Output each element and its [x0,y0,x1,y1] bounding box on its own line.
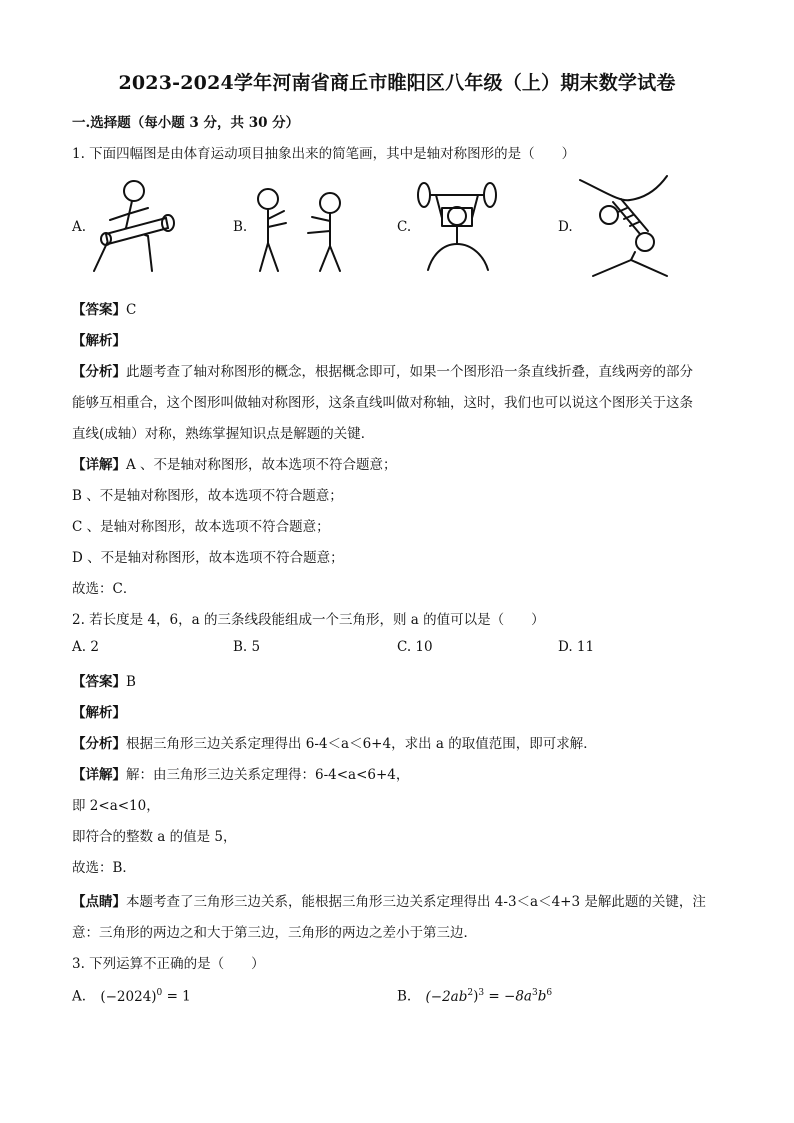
q1-detail-tag: 【详解】 [72,457,126,473]
q3-option-b-base: (−2ab [425,988,468,1005]
q1-label-a: A. [72,219,87,235]
figure-a-stick-figure [88,176,188,276]
q2-comment-tag: 【点睛】 [72,894,126,910]
q1-label-c: C. [397,219,412,235]
q1-analysis-text-1: 此题考查了轴对称图形的概念，根据概念即可，如果一个图形沿一条直线折叠，直线两旁的部分 [126,364,693,380]
q2-answer-tag: 【答案】 [72,674,126,690]
q2-detail-tag: 【详解】 [72,767,126,783]
q1-answer-value: C [126,302,137,318]
q2-detail-line-2: 即 2<a<10， [72,798,160,814]
q1-detail-text-1: A 、不是轴对称图形，故本选项不符合题意； [126,457,397,473]
q1-answer-tag: 【答案】 [72,302,126,318]
q2-stem: 2. 若长度是 4，6，a 的三条线段能组成一个三角形，则 a 的值可以是（ ） [72,612,545,628]
q1-analysis-line-1 [72,360,693,380]
q1-detail-line-3: C 、是轴对称图形，故本选项不符合题意； [72,519,330,535]
q1-detail-line-2: B 、不是轴对称图形，故本选项不符合题意； [72,488,343,504]
q3-stem: 3. 下列运算不正确的是（ ） [72,956,265,972]
page-title: 2023-2024学年河南省商丘市睢阳区八年级（上）期末数学试卷 [118,72,676,94]
q1-label-b: B. [233,219,248,235]
q2-comment-line-1 [72,890,706,910]
q2-option-d: D. 11 [558,639,595,655]
q3-option-b-rhs-exp2: 6 [546,988,553,998]
q3-option-a-exp: 0 [156,988,163,998]
q2-option-c: C. 10 [397,639,433,655]
q1-label-d: D. [558,219,573,235]
q2-answer-value: B [126,674,136,690]
q2-detail-line-4: 故选：B． [72,860,136,876]
q3-option-b-label: B. [397,988,412,1005]
q2-detail-line-3: 即符合的整数 a 的值是 5， [72,829,237,845]
q3-option-b-rhs-b: b [537,988,547,1005]
q3-option-b-rhs: = −8a [484,988,532,1005]
q3-option-a-label: A. [72,988,87,1005]
q2-answer [72,670,136,690]
q1-answer [72,298,136,318]
q1-analysis-label: 【解析】 [72,333,126,349]
q1-analysis-line-2: 能够互相重合，这个图形叫做轴对称图形，这条直线叫做对称轴，这时，我们也可以说这个图形关于这条 [72,395,693,411]
q3-option-b [397,988,552,1005]
figure-b-stick-figures [250,181,350,276]
q3-option-b-exp: 3 [478,988,485,998]
q2-comment-text-1: 本题考查了三角形三边关系，能根据三角形三边关系定理得出 4-3＜a＜4+3 是解此题的关键，注 [126,894,706,910]
figure-d-stick-figure [575,172,675,282]
q1-detail-line-4: D 、不是轴对称图形，故本选项不符合题意； [72,550,344,566]
q2-option-a: A. 2 [72,639,99,655]
q2-comment-line-2: 意：三角形的两边之和大于第三边，三角形的两边之差小于第三边． [72,925,477,941]
q3-option-b-close: ) [473,988,479,1005]
q2-option-b: B. 5 [233,639,261,655]
q1-detail-line-1 [72,453,397,473]
q2-analysis-line [72,732,597,752]
q1-stem: 1. 下面四幅图是由体育运动项目抽象出来的简笔画，其中是轴对称图形的是（ ） [72,146,576,162]
section-heading: 一.选择题（每小题 3 分，共 30 分） [72,115,300,131]
q2-detail-line-1 [72,763,409,783]
q2-detail-text-1: 解：由三角形三边关系定理得：6-4<a<6+4， [126,767,410,783]
q3-option-a-base: (−2024) [100,988,157,1005]
q3-option-a [72,988,191,1005]
q3-option-b-inner-exp: 2 [467,988,474,998]
figure-c-weightlifter [412,178,502,273]
q3-option-a-rhs: = 1 [162,988,191,1005]
q1-analysis-line-3: 直线(成轴）对称，熟练掌握知识点是解题的关键． [72,426,375,442]
q1-analysis-tag: 【分析】 [72,364,126,380]
q2-analysis-text: 根据三角形三边关系定理得出 6-4＜a＜6+4，求出 a 的取值范围，即可求解． [126,736,597,752]
q1-detail-line-5: 故选：C． [72,581,137,597]
q3-option-b-rhs-exp1: 3 [531,988,538,998]
q2-analysis-tag: 【分析】 [72,736,126,752]
q2-analysis-label: 【解析】 [72,705,126,721]
